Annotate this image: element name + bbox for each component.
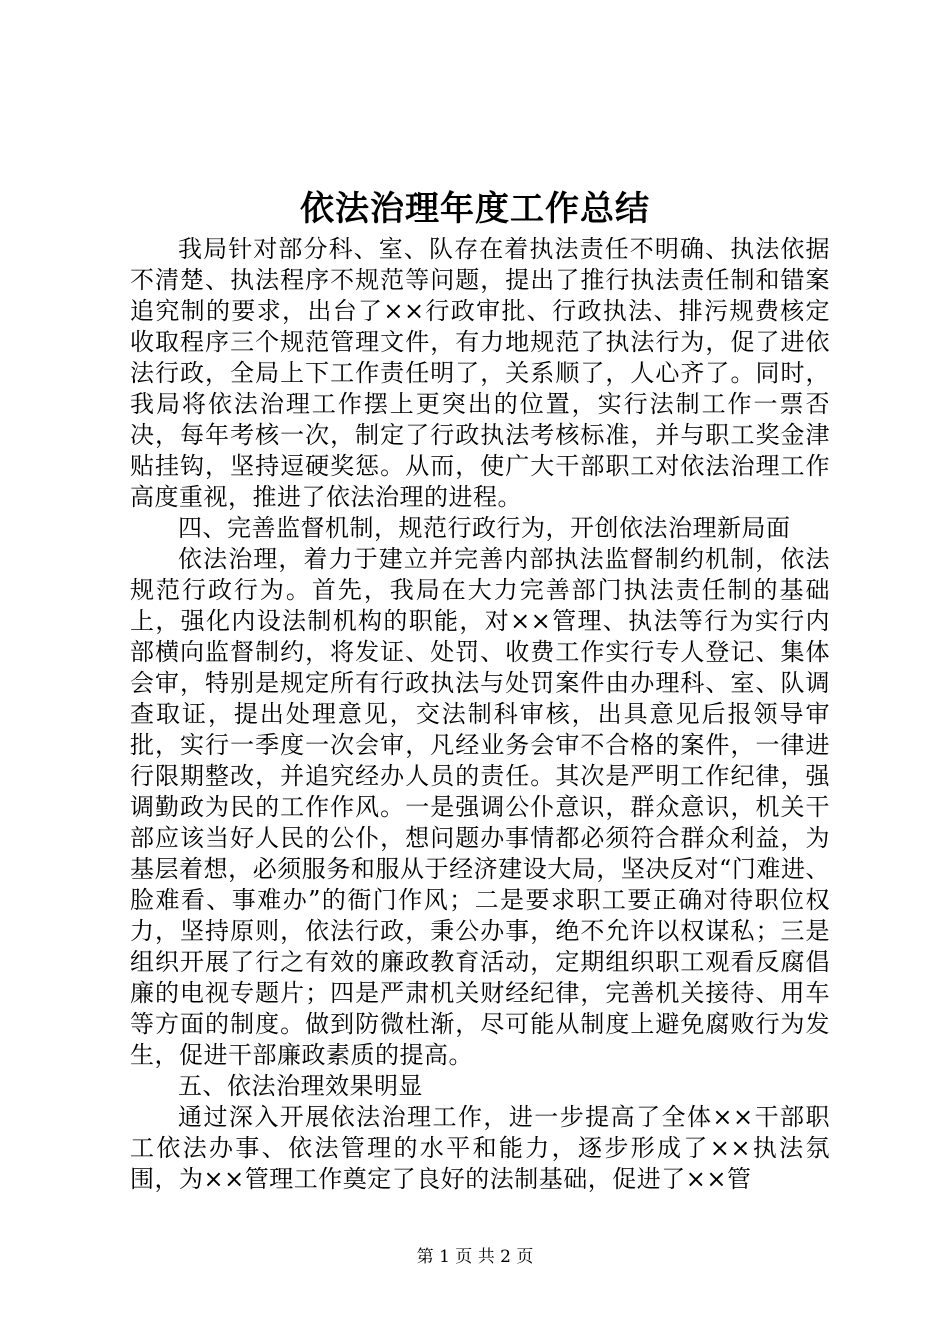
page-number-footer: 第 1 页 共 2 页 — [416, 1247, 534, 1267]
section-heading-five: 五、依法治理效果明显 — [178, 1072, 423, 1100]
paragraph-supervision-mechanism: 依法治理，着力于建立并完善内部执法监督制约机制，依法规范行政行为。首先，我局在大力完善部门执法责任制的基础上，强化内设法制机构的职能，对××管理、执法等行为实行内部横向监督制约，将发证、处罚、收费工作实行专人登记、集体会审，特别是规定所有行政执法与处罚案件由办理科、室、队调查取证，提出处理意见，交法制科审核，出具意见后报领导审批，实行一季度一次会审，凡经业务会审不合格的案件，一律进行限期整改，并追究经办人员的责任。其次是严明工作纪律，强调勤政为民的工作作风。一是强调公仆意识，群众意识，机关干部应该当好人民的公仆，想问题办事情都必须符合群众利益，为基层着想，必须服务和服从于经济建设大局，坚决反对“门难进、脸难看、事难办”的衙门作风；二是要求职工要正确对待职位权力，坚持原则，依法行政，秉公办事，绝不允许以权谋私；三是组织开展了行之有效的廉政教育活动，定期组织职工观看反腐倡廉的电视专题片；四是严肃机关财经纪律，完善机关接待、用车等方面的制度。做到防微杜渐，尽可能从制度上避免腐败行为发生，促进干部廉政素质的提高。 — [130, 545, 830, 1069]
section-heading-four: 四、完善监督机制，规范行政行为，开创依法治理新局面 — [178, 514, 791, 542]
paragraph-responsibility-system: 我局针对部分科、室、队存在着执法责任不明确、执法依据不清楚、执法程序不规范等问题，提出了推行执法责任制和错案追究制的要求，出台了××行政审批、行政执法、排污规费核定收取程序三个规范管理文件，有力地规范了执法行为，促了进依法行政，全局上下工作责任明了，关系顺了，人心齐了。同时，我局将依法治理工作摆上更突出的位置，实行法制工作一票否决，每年考核一次，制定了行政执法考核标准，并与职工奖金津贴挂钩，坚持逗硬奖惩。从而，使广大干部职工对依法治理工作高度重视，推进了依法治理的进程。 — [130, 235, 830, 511]
document-title: 依法治理年度工作总结 — [300, 189, 650, 229]
document-body — [130, 234, 830, 1195]
paragraph-effects: 通过深入开展依法治理工作，进一步提高了全体××干部职工依法办事、依法管理的水平和能力，逐步形成了××执法氛围，为××管理工作奠定了良好的法制基础，促进了××管 — [130, 1103, 830, 1193]
